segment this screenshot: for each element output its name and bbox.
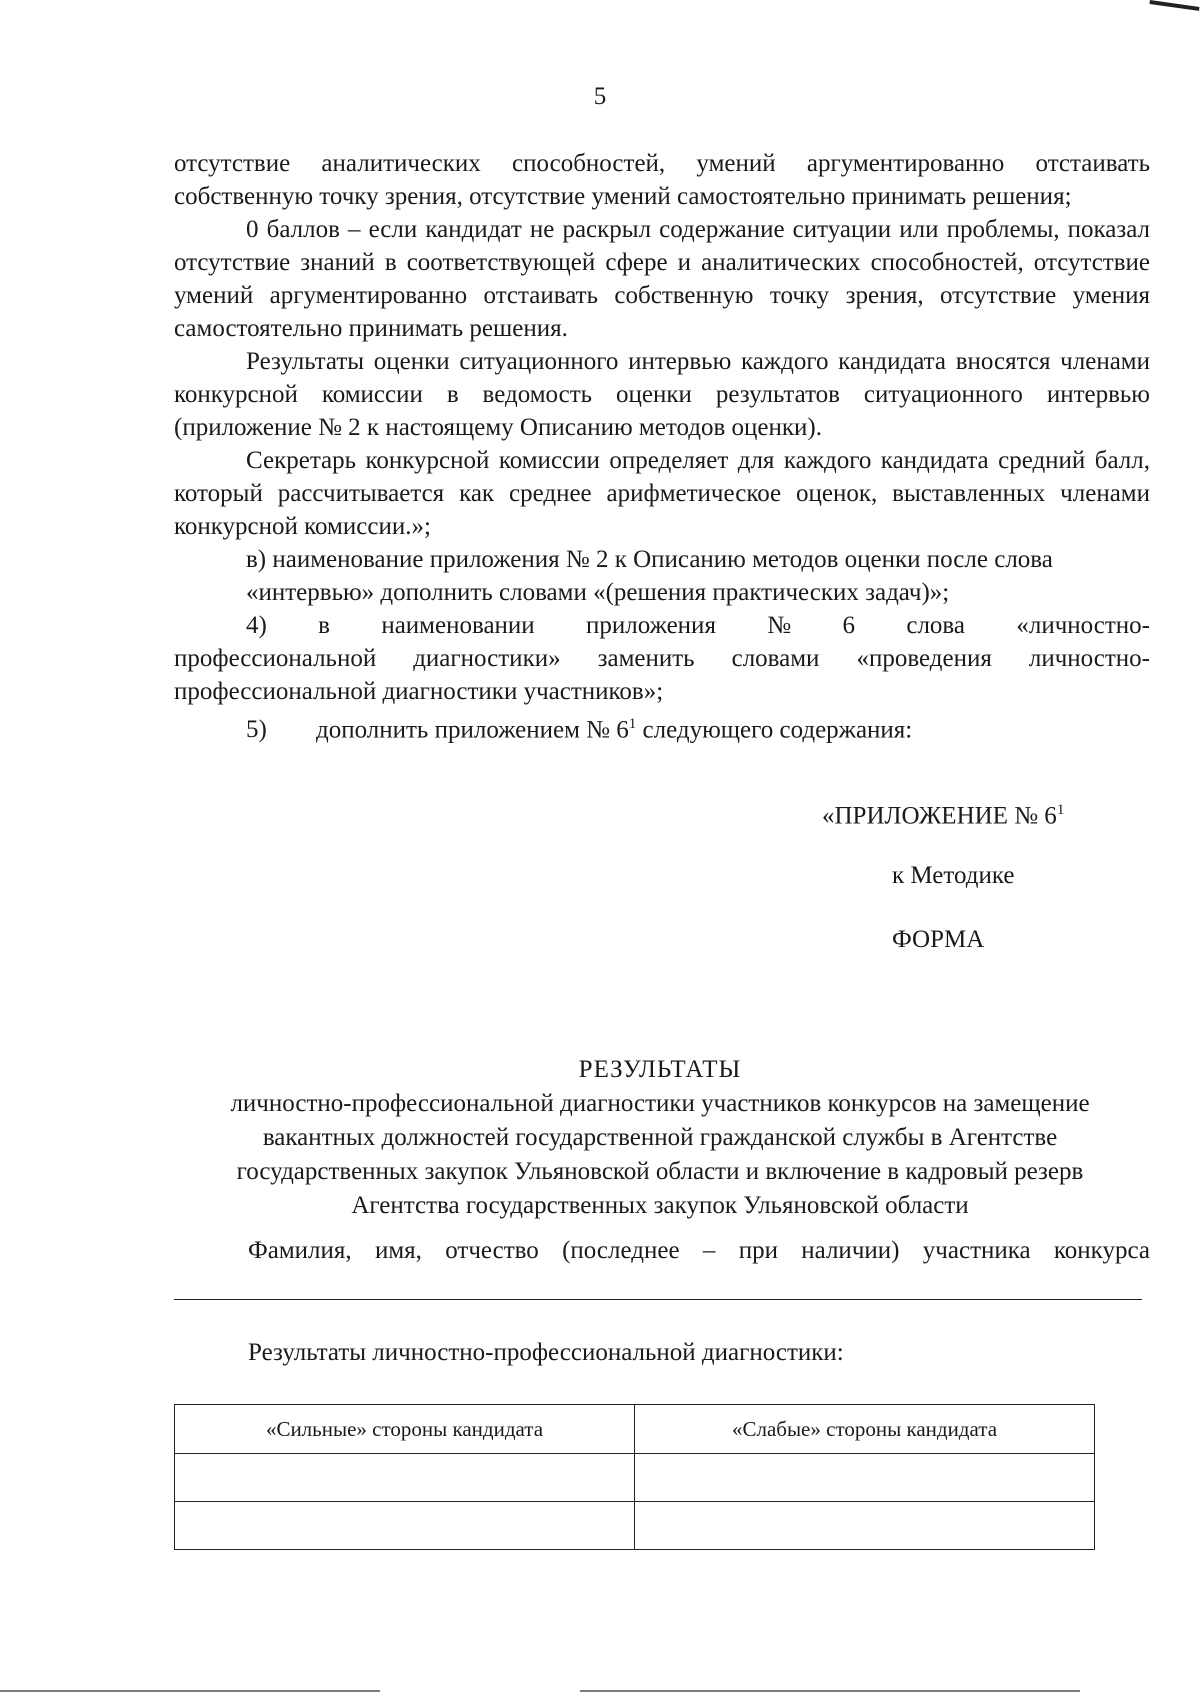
item-4-word: слова	[906, 612, 965, 639]
item-4-word: №	[767, 612, 792, 639]
item-4-word: приложения	[586, 612, 716, 639]
item-5	[174, 708, 1150, 746]
paragraph-analytical: отсутствие аналитических способностей, умений аргументированно отстаивать собственную точку зрения, отсутствие умений самостоятельно принимать решения;	[174, 150, 1150, 210]
paragraph-item-v-line1: в) наименование приложения № 2 к Описанию методов оценки после слова	[246, 546, 1053, 573]
fio-word: Фамилия,	[248, 1237, 352, 1264]
appendix-to-methodic: к Методике	[892, 862, 1015, 889]
fio-word: при	[738, 1237, 778, 1264]
paragraph-item-v-line2: «интервью» дополнить словами «(решения практических задач)»;	[246, 579, 950, 606]
table-row	[175, 1454, 1095, 1502]
table-cell	[175, 1502, 635, 1550]
table-cell	[175, 1454, 635, 1502]
diagnostics-label: Результаты личностно-профессиональной диагностики:	[248, 1339, 844, 1366]
strengths-weaknesses-table	[174, 1404, 1095, 1550]
item-4-word: наименовании	[381, 612, 535, 639]
header-weaknesses: «Слабые» стороны кандидата	[635, 1405, 1095, 1454]
paragraph-secretary: Секретарь конкурсной комиссии определяет для каждого кандидата средний балл, который рассчитывается как среднее арифметическое оценок, выставленных членами конкурсной комиссии.»;	[174, 447, 1150, 540]
results-heading	[160, 1053, 1160, 1223]
fio-fill-line	[174, 1299, 1142, 1300]
page-number: 5	[593, 83, 607, 110]
scan-edge-mark	[0, 1690, 380, 1692]
table-cell	[635, 1454, 1095, 1502]
fio-word: конкурса	[1053, 1237, 1150, 1264]
form-label: ФОРМА	[892, 926, 985, 953]
header-strengths: «Сильные» стороны кандидата	[175, 1405, 635, 1454]
results-title: РЕЗУЛЬТАТЫ	[578, 1056, 742, 1083]
table-row	[175, 1502, 1095, 1550]
scan-edge-mark	[580, 1690, 1080, 1692]
item-4-word: 6	[842, 612, 855, 639]
table-cell	[635, 1502, 1095, 1550]
item-4-first-line	[174, 609, 1150, 642]
results-subtitle-line: государственных закупок Ульяновской области и включение в кадровый резерв	[236, 1158, 1084, 1185]
paragraph-zero-points: 0 баллов – если кандидат не раскрыл содержание ситуации или проблемы, показал отсутствие знаний в соответствующей сфере и аналитических способностей, отсутствие умений аргументированно отстаивать собственную точку зрения, отсутствие умения самостоятельно принимать решения.	[174, 216, 1150, 342]
table-header-row	[175, 1405, 1095, 1454]
item-5-superscript: 1	[628, 716, 637, 732]
item-4-continuation: профессиональной диагностики» заменить словами «проведения личностно-профессиональной диагностики участников»;	[174, 645, 1150, 705]
appendix-title	[822, 795, 1064, 831]
fio-word: отчество	[445, 1237, 539, 1264]
fio-word: наличии)	[801, 1237, 900, 1264]
item-5-number: 5)	[246, 716, 267, 744]
scan-edge-mark	[1149, 0, 1199, 11]
item-4-word: в	[318, 612, 330, 639]
item-4-word: «личностно-	[1016, 612, 1150, 639]
document-body	[174, 147, 1150, 746]
item-5-text: дополнить приложением № 6	[316, 716, 629, 744]
fio-word: имя,	[374, 1237, 422, 1264]
results-subtitle-line: вакантных должностей государственной гражданской службы в Агентстве	[262, 1124, 1058, 1151]
results-subtitle-line: личностно-профессиональной диагностики участников конкурсов на замещение	[230, 1090, 1090, 1117]
results-subtitle-line: Агентства государственных закупок Ульяновской области	[351, 1192, 969, 1219]
item-5-text-end: следующего содержания:	[636, 716, 913, 744]
appendix-title-superscript: 1	[1056, 802, 1065, 818]
fio-label	[174, 1236, 1150, 1266]
fio-word: –	[702, 1237, 716, 1264]
fio-word: участника	[922, 1237, 1031, 1264]
paragraph-interview-results: Результаты оценки ситуационного интервью каждого кандидата вносятся членами конкурсной комиссии в ведомость оценки результатов ситуационного интервью (приложение № 2 к настоящему Описанию методов оценки).	[174, 348, 1150, 441]
fio-word: (последнее	[562, 1237, 680, 1264]
appendix-title-text: «ПРИЛОЖЕНИЕ № 6	[822, 802, 1057, 830]
item-4-word: 4)	[246, 612, 267, 639]
